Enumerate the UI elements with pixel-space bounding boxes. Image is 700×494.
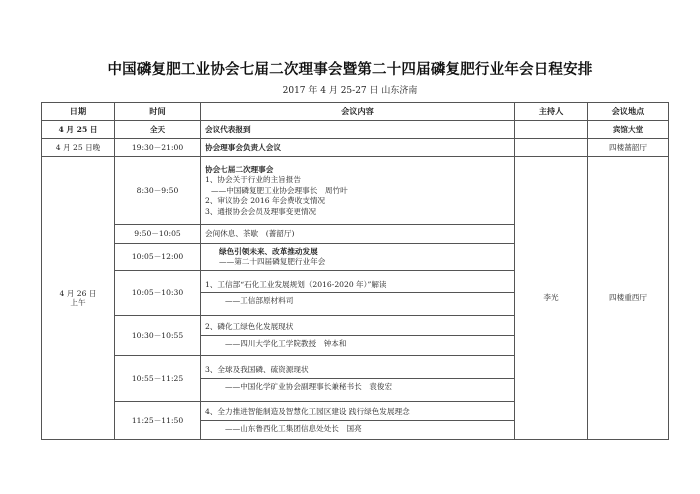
document-subtitle: 2017 年 4 月 25-27 日 山东济南 — [282, 86, 418, 96]
table-row — [42, 139, 669, 157]
agenda-line: ——中国磷复肥工业协会理事长 周竹叶 — [211, 185, 348, 195]
document-title: 中国磷复肥工业协会七届二次理事会暨第二十四届磷复肥行业年会日程安排 — [107, 61, 593, 78]
row-venue: 宾馆大堂 — [588, 121, 669, 139]
row-content: 会间休息、茶歇 (蔷韶厅) — [201, 225, 515, 244]
agenda-line: 1、协会关于行业的主旨报告 — [205, 175, 301, 185]
day-26-date-cell — [42, 157, 115, 440]
table-header-row — [42, 103, 669, 121]
agenda-line: 2、审议协会 2016 年会费收支情况 — [205, 196, 326, 206]
table-row — [42, 157, 669, 225]
session-heading: 协会七届二次理事会 — [205, 164, 274, 174]
header-content: 会议内容 — [201, 103, 515, 121]
talk-title: 2、磷化工绿色化发展现状 — [201, 319, 514, 335]
talk-speaker: ——中国化学矿业协会副理事长兼秘书长 袁俊宏 — [225, 381, 393, 391]
row-venue: 四楼蔷韶厅 — [588, 139, 669, 157]
row-content — [201, 401, 515, 439]
row-time: 全天 — [115, 121, 201, 139]
header-time: 时间 — [115, 103, 201, 121]
date-line: 上午 — [70, 297, 86, 307]
row-time: 8:30－9:50 — [115, 157, 201, 225]
row-time: 19:30－21:00 — [115, 139, 201, 157]
talk-title: 3、全球及我国磷、硫资源现状 — [201, 362, 514, 378]
theme-line: 绿色引领未来、改革推动发展 — [219, 247, 318, 256]
header-venue: 会议地点 — [588, 103, 669, 121]
row-time: 10:05－10:30 — [115, 270, 201, 315]
row-date: 4 月 25 日晚 — [42, 139, 115, 157]
day-26-venue-cell: 四楼重西厅 — [588, 157, 669, 440]
row-content — [201, 157, 515, 225]
talk-title: 1、工信部“石化工业发展规划（2016-2020 年）”解读 — [201, 277, 514, 293]
row-date: 4 月 25 日 — [42, 121, 115, 139]
header-date: 日期 — [42, 103, 115, 121]
row-content: 会议代表报到 — [201, 121, 515, 139]
talk-speaker: ——工信部原材料司 — [225, 296, 294, 306]
row-content: 协会理事会负责人会议 — [201, 139, 515, 157]
day-26-host-cell: 李光 — [515, 157, 588, 440]
theme-line: ——第二十四届磷复肥行业年会 — [219, 257, 326, 267]
talk-title: 4、全力推进智能制造及智慧化工园区建设 践行绿色发展理念 — [201, 404, 514, 420]
row-content — [201, 244, 515, 271]
schedule-table — [41, 102, 669, 440]
row-time: 11:25－11:50 — [115, 401, 201, 439]
agenda-line: 3、通报协会会员及理事变更情况 — [205, 206, 317, 216]
row-content — [201, 355, 515, 401]
row-time: 10:30－10:55 — [115, 315, 201, 355]
row-time: 10:05－12:00 — [115, 244, 201, 271]
row-time: 10:55－11:25 — [115, 355, 201, 401]
row-time: 9:50－10:05 — [115, 225, 201, 244]
row-content — [201, 270, 515, 315]
talk-speaker: ——四川大学化工学院教授 钟本和 — [225, 338, 347, 348]
header-host: 主持人 — [515, 103, 588, 121]
talk-speaker: ——山东鲁西化工集团信息处处长 国亮 — [225, 423, 362, 433]
row-host — [515, 121, 588, 139]
row-content — [201, 315, 515, 355]
date-line: 4 月 26 日 — [59, 288, 97, 298]
row-host — [515, 139, 588, 157]
table-row — [42, 121, 669, 139]
